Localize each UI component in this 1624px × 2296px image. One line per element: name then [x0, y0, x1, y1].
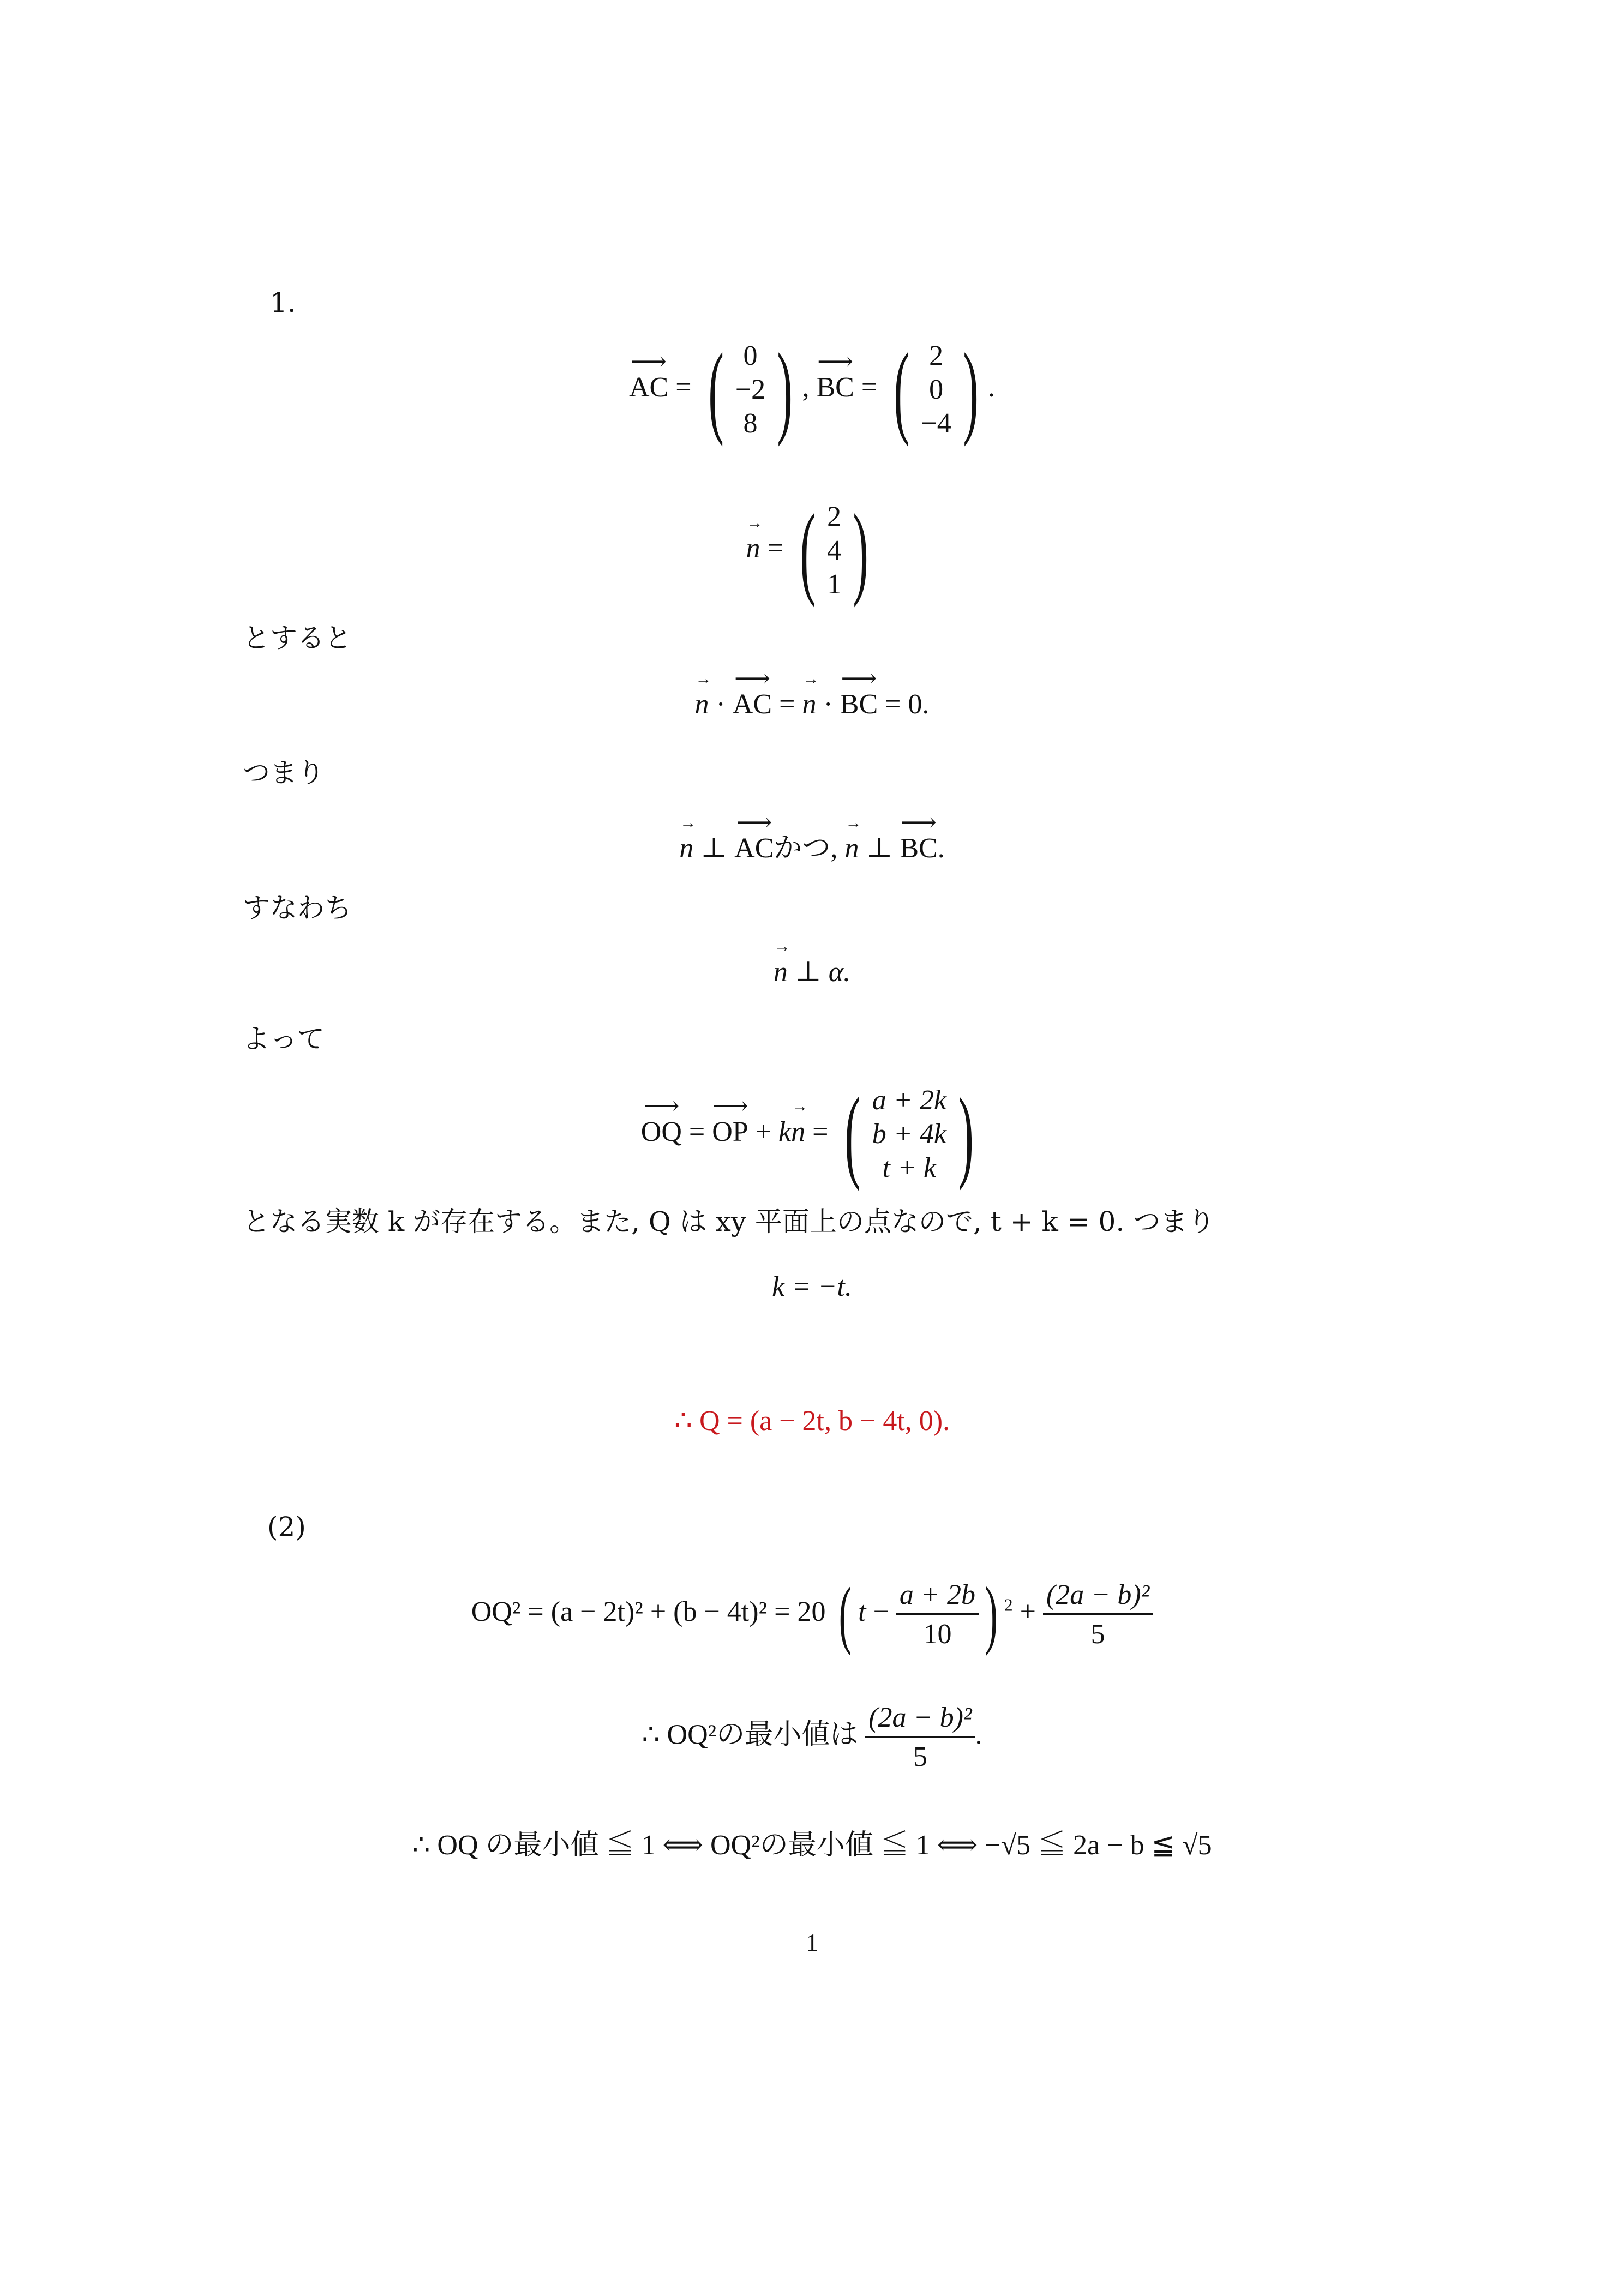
problem-1-label: 1. — [270, 287, 296, 318]
page-number: 1 — [806, 1928, 818, 1956]
ac-x: 0 — [743, 340, 758, 371]
alpha-plane: α. — [828, 957, 851, 988]
min-prefix: ∴ OQ²の最小値は — [642, 1719, 859, 1751]
dot-result: = 0. — [885, 689, 930, 720]
bc-x: 2 — [929, 340, 944, 371]
bc-y: 0 — [929, 374, 944, 405]
n-y: 4 — [827, 535, 842, 566]
text-tsumari: つまり — [243, 757, 325, 789]
ac-z: 8 — [743, 408, 758, 439]
minimum-value-statement: ∴ OQ²の最小値は $\frac{\text{(2a − b)²}}{5}$ . — [642, 1702, 982, 1772]
text-surutto: とすると — [243, 622, 352, 654]
min-fraction: $\frac{\text{(2a − b)²}}{5}$ — [865, 1702, 975, 1773]
oq-z: t + k — [882, 1152, 937, 1183]
problem-2-label: (2) — [267, 1511, 306, 1543]
result-q-coordinates: ∴ Q = (a − 2t, b − 4t, 0). — [674, 1405, 950, 1436]
n-z: 1 — [827, 569, 842, 600]
perp-conjunction: かつ, — [774, 833, 838, 864]
oq-vector-equation: ⟶ OQ = ⟶ OP + k→ n = ( a + 2k b + 4k t + k ) — [0, 1083, 1624, 1186]
vector-ac: ⟶ AC — [629, 371, 668, 404]
matrix-bc: ( 2 0 −4 ) — [894, 333, 979, 447]
sentence-real-k: となる実数 k が存在する。また, Q は xy 平面上の点なので, t + k = 0. つまり — [243, 1206, 1215, 1237]
oq-y: b + 4k — [872, 1119, 946, 1150]
final-inequality: ∴ OQ の最小値 ≦ 1 ⟺ OQ²の最小値 ≦ 1 ⟺ −√5 ≦ 2a − b ≦ √5 — [412, 1830, 1212, 1861]
vector-n: → n — [746, 532, 760, 564]
oq-squared-equation: OQ² = (a − 2t)² + (b − 4t)² = 20 ( t − $\frac{a + 2b}{10}$ ) $^2$ + $\frac{\text{(2a − b)²}}{5}$ — [0, 1576, 1624, 1652]
matrix-ac: ( 0 −2 8 ) — [708, 333, 793, 447]
ac-y: −2 — [735, 374, 766, 405]
n-x: 2 — [827, 501, 842, 532]
text-yotte: よって — [243, 1023, 325, 1055]
normal-vector-equation: → n = ( 2 4 1 ) — [0, 499, 1624, 603]
oq2-expansion: OQ² = (a − 2t)² + (b − 4t)² = 20 — [471, 1596, 826, 1627]
matrix-oq: ( a + 2k b + 4k t + k ) — [844, 1077, 974, 1192]
perpendicular-equation: → n ⊥ ⟶ ACかつ, → n ⊥ ⟶ BC. — [0, 825, 1624, 865]
perp-alpha-equation: → n ⊥ α. — [0, 955, 1624, 988]
k-equals-minus-t: k = −t. — [772, 1271, 852, 1302]
ac-bc-equation: ⟶ AC = ( 0 −2 8 ) , ⟶ BC = ( 2 0 −4 ) . — [0, 338, 1624, 442]
text-sunawachi: すなわち — [243, 892, 352, 924]
fraction-a2b-over-10: $\frac{a + 2b}{10}$ — [896, 1579, 979, 1650]
dot-product-equation: → n · ⟶ AC = → n · ⟶ BC = 0. — [0, 688, 1624, 720]
oq-x: a + 2k — [872, 1085, 946, 1116]
fraction-2ab-over-5: $\frac{\text{(2a − b)²}}{5}$ — [1043, 1579, 1153, 1650]
matrix-n: ( 2 4 1 ) — [800, 494, 869, 608]
vector-bc: ⟶ BC — [816, 371, 854, 404]
bc-z: −4 — [921, 408, 951, 439]
